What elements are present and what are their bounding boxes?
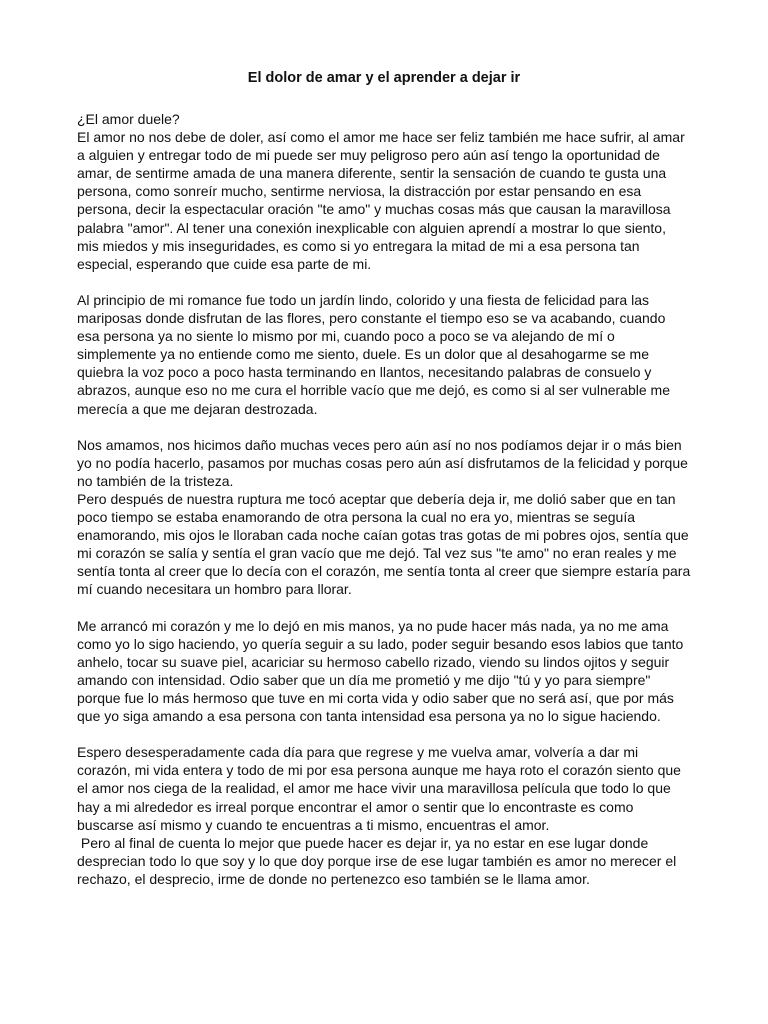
text-line: amar, de sentirme amada de una manera diferente, sentir la sensación de cuando te gusta una — [77, 165, 667, 182]
text-line: que yo siga amando a esa persona con tanta intensidad esa persona ya no lo sigue haciendo. — [77, 708, 661, 725]
text-line: Pero después de nuestra ruptura me tocó aceptar que debería deja ir, me dolió saber que en tan — [77, 490, 676, 507]
text-line: enamorando, mis ojos le lloraban cada noche caían gotas tras gotas de mi pobres ojos, sentía que — [77, 527, 689, 544]
text-line: mis miedos y mis inseguridades, es como si yo entregara la mitad de mi a esa persona tan — [77, 237, 640, 254]
document-title: El dolor de amar y el aprender a dejar ir — [247, 70, 521, 86]
text-line: simplemente ya no entiende como me siento, duele. Es un dolor que al desahogarme se me — [77, 346, 650, 363]
text-line: sentía tonta al creer que lo decía con el corazón, me sentía tonta al creer que siempre estaría para — [77, 563, 691, 580]
text-line: mi corazón se salía y sentía el gran vacío que me dejó. Tal vez sus "te amo" no eran reales y me — [77, 545, 677, 562]
text-line: porque fue lo más hermoso que tuve en mi corta vida y odio saber que no será así, que por más — [77, 690, 674, 706]
text-line: corazón, mi vida entera y todo de mi por esa persona aunque me haya roto el corazón siento que — [77, 762, 681, 779]
text-line: mariposas donde disfrutan de las flores, pero constante el tiempo eso se va acabando, cuando — [77, 310, 666, 327]
paragraph — [77, 436, 697, 599]
text-line: amando con intensidad. Odio saber que un día me prometió y me dijo "tú y yo para siempre" — [77, 671, 651, 688]
text-line: como yo lo sigo haciendo, yo quería seguir a su lado, poder seguir besando esos labios que tanto — [77, 635, 684, 652]
text-line: yo no podía hacerlo, pasamos por muchas cosas pero aún así disfrutamos de la felicidad y porque — [77, 454, 688, 471]
paragraph — [77, 291, 697, 418]
text-line: buscarse así mismo y cuando te encuentras a ti mismo, encuentras el amor. — [77, 816, 550, 833]
text-line: anhelo, tocar su suave piel, acariciar su hermoso cabello rizado, viendo su lindos ojitos y seguir — [77, 653, 670, 670]
text-line: Nos amamos, nos hicimos daño muchas veces pero aún así no nos podíamos dejar ir o más bien — [77, 436, 682, 453]
text-line: merecía a que me dejaran destrozada. — [77, 400, 318, 417]
paragraph — [77, 110, 697, 273]
text-line: ¿El amor duele? — [77, 111, 180, 127]
text-line: a alguien y entregar todo de mi puede ser muy peligroso pero aún así tengo la oportunidad de — [77, 147, 660, 164]
text-line: Me arrancó mi corazón y me lo dejó en mis manos, ya no pude hacer más nada, ya no me ama — [77, 617, 669, 634]
paragraph — [77, 743, 697, 888]
text-line: el amor nos ciega de la realidad, el amor me hace vivir una maravillosa película que todo lo que — [77, 780, 671, 797]
text-line: quiebra la voz poco a poco hasta terminando en llantos, necesitando palabras de consuelo y — [77, 364, 652, 381]
text-line: desprecian todo lo que soy y lo que doy porque irse de ese lugar también es amor no merecer el — [77, 852, 677, 869]
document-body — [77, 110, 697, 906]
text-line: persona, como sonreír mucho, sentirme nerviosa, la distracción por estar pensando en esa — [77, 183, 642, 200]
text-line: especial, esperando que cuide esa parte de mi. — [77, 255, 372, 272]
text-line: abrazos, aunque eso no me cura el horrible vacío que me dejó, es como si al ser vulnerable me — [77, 382, 670, 399]
text-line: mí cuando necesitara un hombro para llorar. — [77, 581, 352, 598]
paragraph — [77, 617, 697, 726]
text-line: rechazo, el desprecio, irme de donde no pertenezco eso también se le llama amor. — [77, 870, 590, 887]
text-line: hay a mi alrededor es irreal porque encontrar el amor o sentir que lo encontraste es como — [77, 798, 634, 815]
text-line: no también de la tristeza. — [77, 472, 234, 489]
text-line: poco tiempo se estaba enamorando de otra persona la cual no era yo, mientras se seguía — [77, 509, 636, 526]
text-line: Espero desesperadamente cada día para que regrese y me vuelva amar, volvería a dar mi — [77, 744, 639, 761]
text-line: esa persona ya no siente lo mismo por mi, cuando poco a poco se va alejando de mí o — [77, 328, 615, 345]
text-line: persona, decir la espectacular oración "te amo" y muchas cosas más que causan la maravillosa — [77, 201, 671, 218]
text-line: Al principio de mi romance fue todo un jardín lindo, colorido y una fiesta de felicidad para las — [77, 291, 649, 308]
text-line: Pero al final de cuenta lo mejor que puede hacer es dejar ir, ya no estar en ese lugar donde — [77, 834, 649, 851]
text-line: El amor no nos debe de doler, así como el amor me hace ser feliz también me hace sufrir, al amar — [77, 129, 685, 146]
text-line: palabra "amor". Al tener una conexión inexplicable con alguien aprendí a mostrar lo que siento, — [77, 219, 666, 236]
